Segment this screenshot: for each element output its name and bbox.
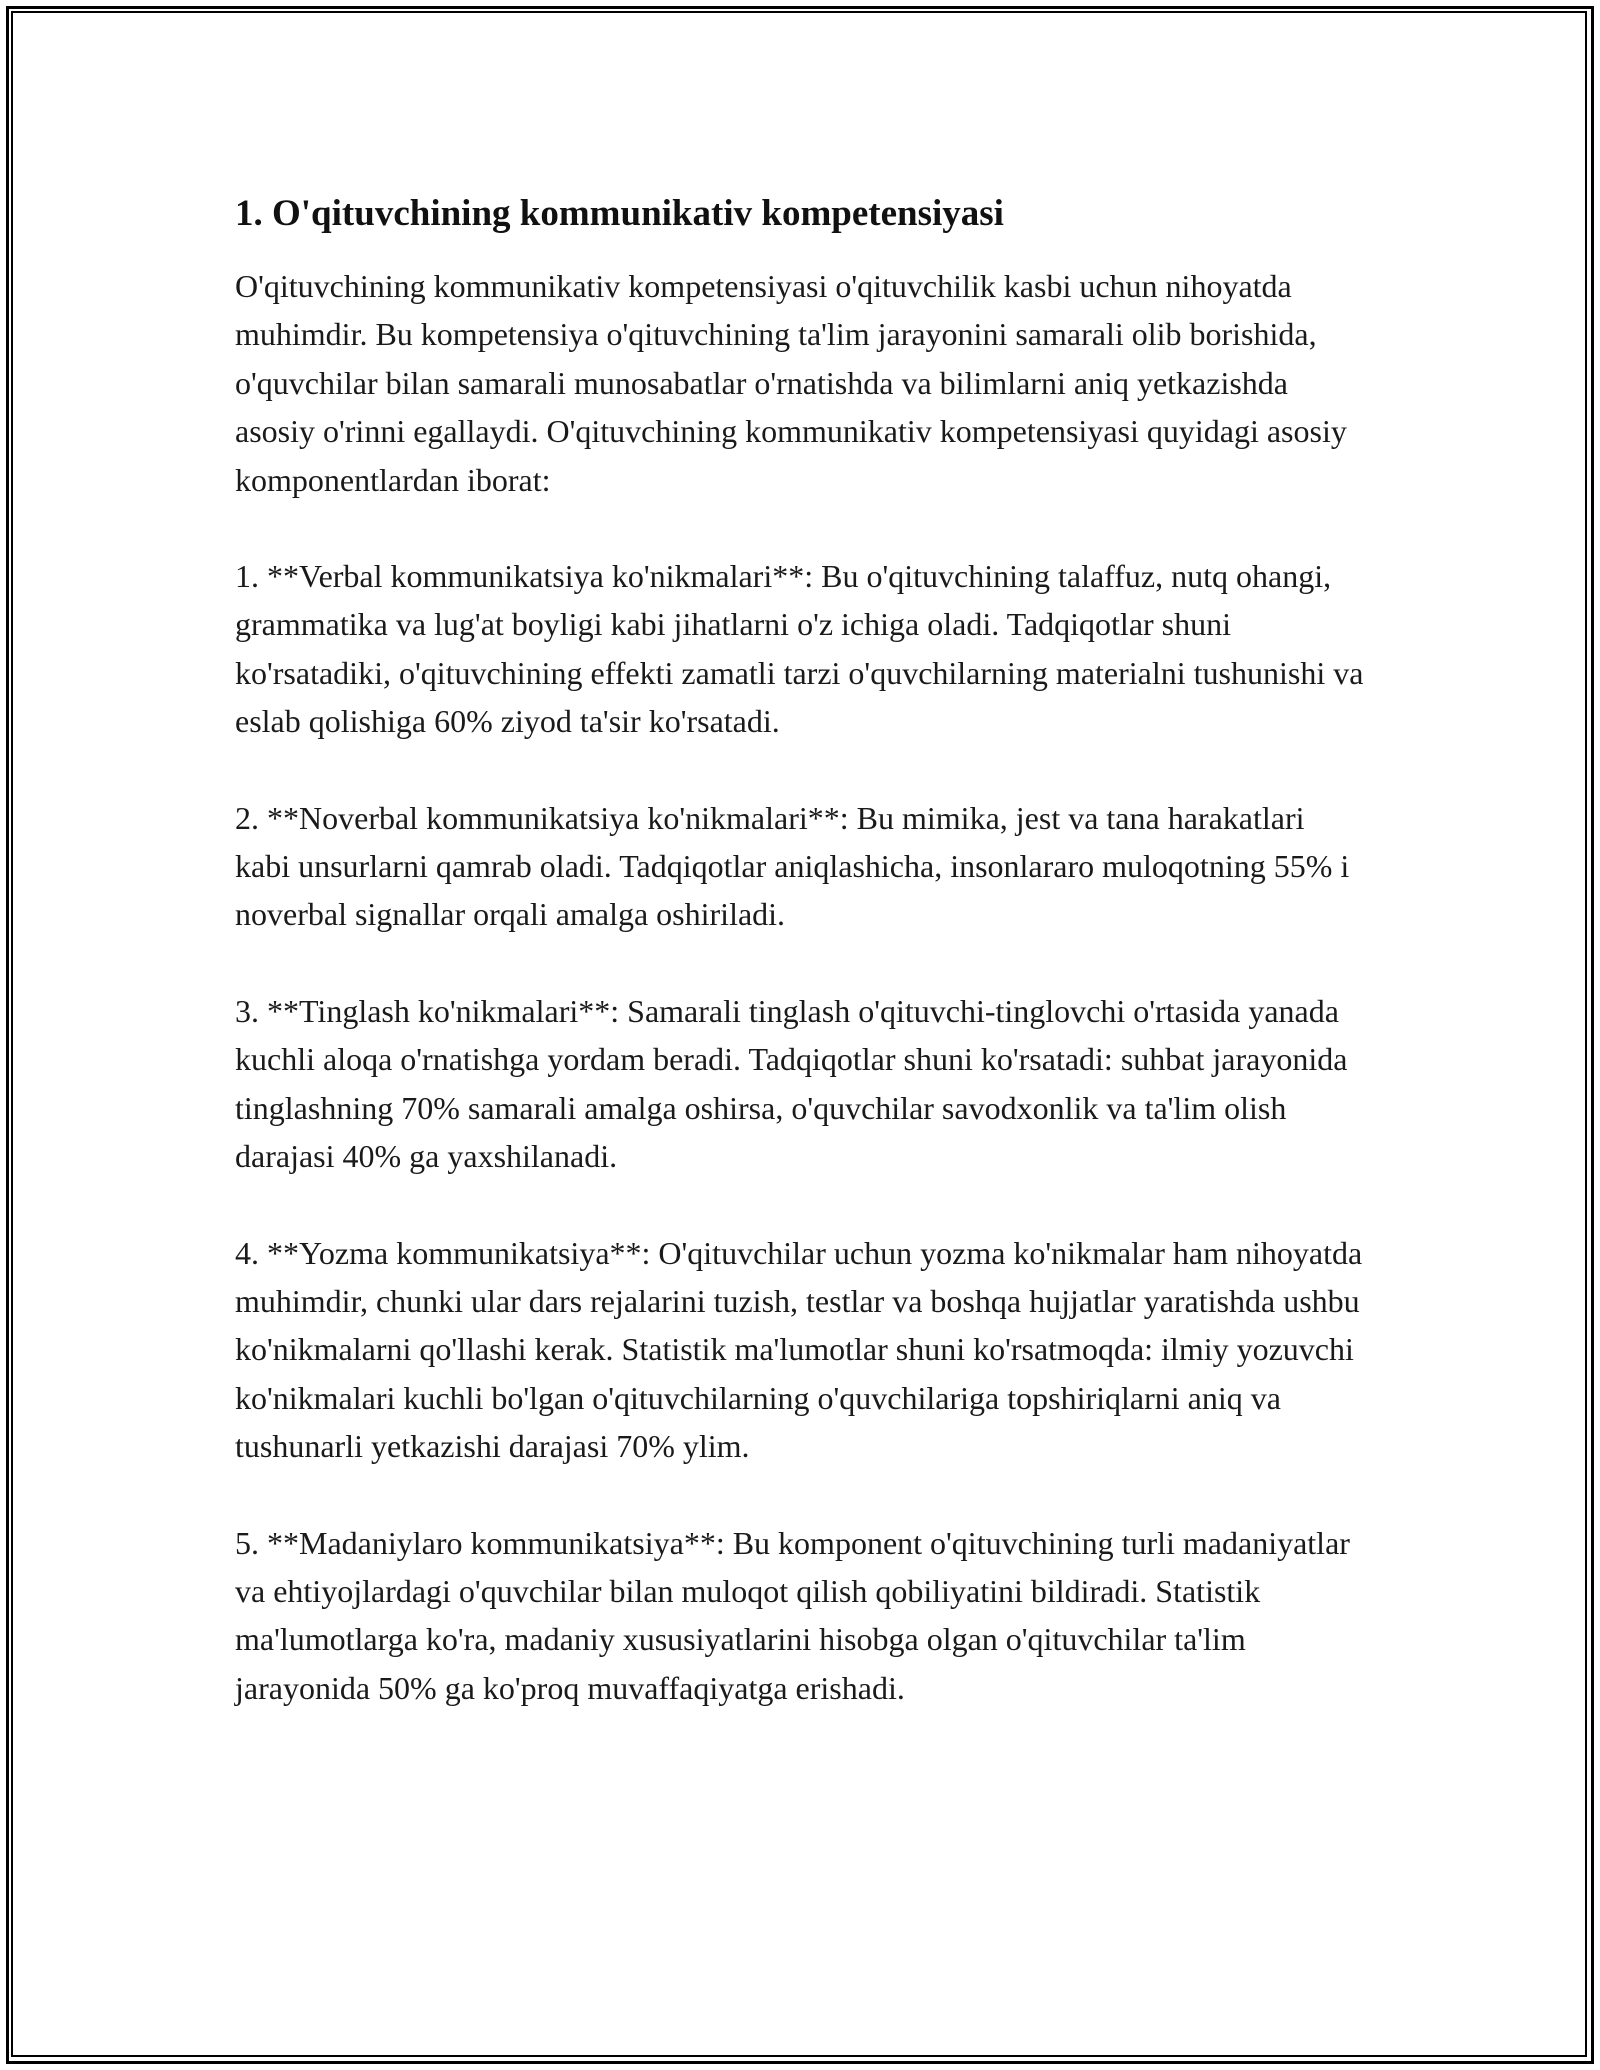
list-item-intercultural: 5. **Madaniylaro kommunikatsiya**: Bu komponent o'qituvchining turli madaniyatlar va ehtiyojlardagi o'quvchilar bilan muloqot qilish qobiliyatini bildiradi. Statistik ma'lumotlarga ko'ra, madaniy xususiyatlarini hisobga olgan o'qituvchilar ta'lim jarayonida 50% ga ko'proq muvaffaqiyatga erishadi. — [235, 1524, 1350, 1706]
document-body — [235, 188, 1365, 1712]
intro-paragraph: O'qituvchining kommunikativ kompetensiyasi o'qituvchilik kasbi uchun nihoyatda muhimdir. Bu kompetensiya o'qituvchining ta'lim jarayonini samarali olib borishida, o'quvchilar bilan samarali munosabatlar o'rnatishda va bilimlarni aniq yetkazishda asosiy o'rinni egallaydi. O'qituvchining kommunikativ kompetensiyasi quyidagi asosiy komponentlardan iborat: — [235, 268, 1347, 498]
list-item-nonverbal: 2. **Noverbal kommunikatsiya ko'nikmalari**: Bu mimika, jest va tana harakatlari kabi unsurlarni qamrab oladi. Tadqiqotlar aniqlashicha, insonlararo muloqotning 55% i noverbal signallar orqali amalga oshiriladi. — [235, 799, 1350, 933]
list-item-listening: 3. **Tinglash ko'nikmalari**: Samarali tinglash o'qituvchi-tinglovchi o'rtasida yanada kuchli aloqa o'rnatishga yordam beradi. Tadqiqotlar shuni ko'rsatadi: suhbat jarayonida tinglashning 70% samarali amalga oshirsa, o'quvchilar savodxonlik va ta'lim olish darajasi 40% ga yaxshilanadi. — [235, 992, 1348, 1175]
list-item-verbal: 1. **Verbal kommunikatsiya ko'nikmalari**: Bu o'qituvchining talaffuz, nutq ohangi, grammatika va lug'at boyligi kabi jihatlarni o'z ichiga oladi. Tadqiqotlar shuni ko'rsatadiki, o'qituvchining effekti zamatli tarzi o'quvchilarning materialni tushunishi va eslab qolishiga 60% ziyod ta'sir ko'rsatadi. — [235, 558, 1364, 740]
list-item-written: 4. **Yozma kommunikatsiya**: O'qituvchilar uchun yozma ko'nikmalar ham nihoyatda muhimdir, chunki ular dars rejalarini tuzish, testlar va boshqa hujjatlar yaratishda ushbu ko'nikmalarni qo'llashi kerak. Statistik ma'lumotlar shuni ko'rsatmoqda: ilmiy yozuvchi ko'nikmalari kuchli bo'lgan o'qituvchilarning o'quvchilariga topshiriqlarni aniq va tushunarli yetkazishi darajasi 70% ylim. — [235, 1234, 1363, 1465]
page-title: 1. O'qituvchining kommunikativ kompetensiyasi — [235, 193, 1004, 234]
